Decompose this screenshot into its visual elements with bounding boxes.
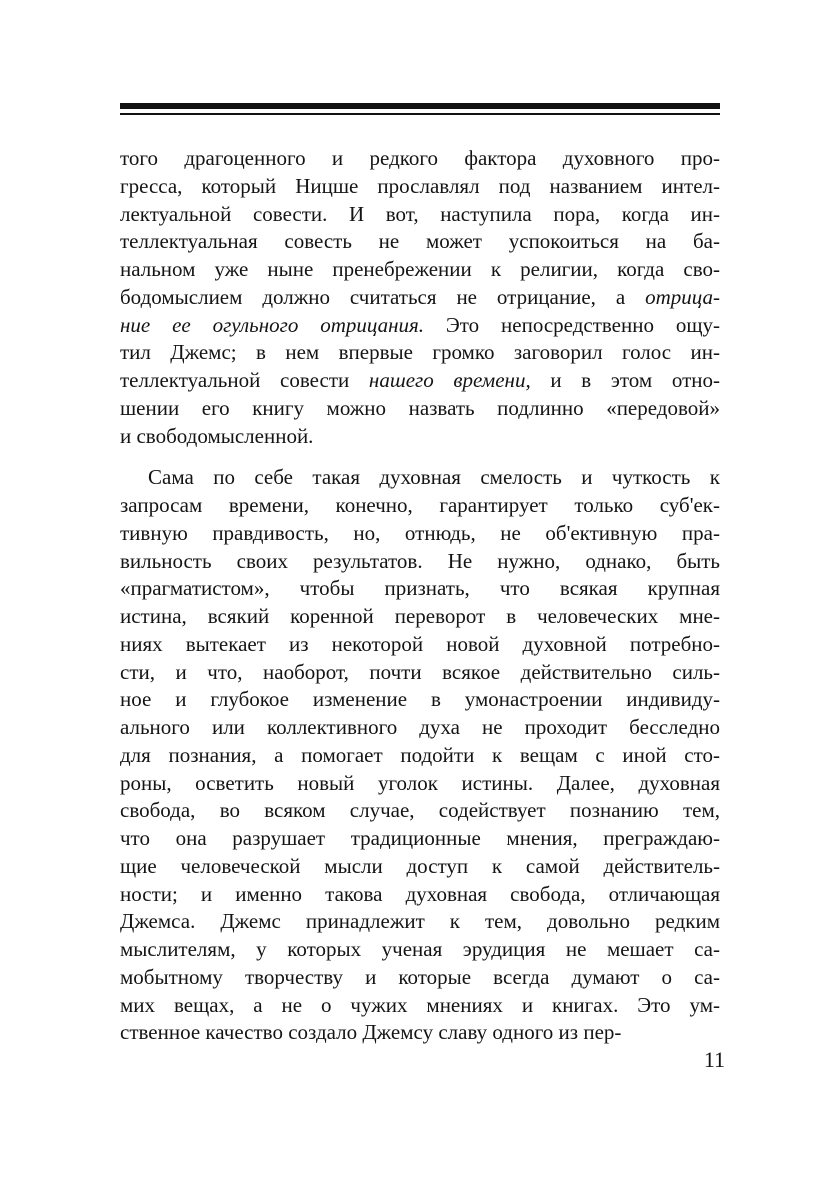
text-line: нальном уже ныне пренебрежении к религии, когда сво- bbox=[120, 257, 720, 281]
text-line: мобытному творчеству и которые всегда думают о са- bbox=[120, 964, 720, 989]
text-line: ное и глубокое изменение в умонастроении индивиду- bbox=[120, 687, 720, 712]
text-line: Джемса. Джемс принадлежит к тем, довольно редким bbox=[120, 909, 720, 934]
text-line: истина, всякий коренной переворот в человеческих мне- bbox=[120, 604, 720, 628]
text-line: шении его книгу можно назвать подлинно «передовой» bbox=[120, 395, 720, 420]
text-line: и свободомысленной. bbox=[120, 423, 314, 448]
text-line: запросам времени, конечно, гарантирует только суб'ек- bbox=[120, 493, 720, 517]
text-line: бодомыслием должно считаться не отрицание, а отрица- bbox=[120, 284, 720, 309]
page-text bbox=[120, 145, 720, 1047]
header-rule-thick bbox=[120, 103, 720, 109]
text-line: того драгоценного и редкого фактора духовного про- bbox=[120, 146, 720, 170]
text-line: щие человеческой мысли доступ к самой действитель- bbox=[120, 853, 720, 878]
text-line: тил Джемс; в нем впервые громко заговорил голос ин- bbox=[120, 340, 720, 365]
text-line: ального или коллективного духа не проходит бесследно bbox=[120, 715, 720, 739]
text-line: тивную правдивость, но, отнюдь, не об'ективную пра- bbox=[120, 520, 720, 545]
header-rule-thin bbox=[120, 113, 720, 115]
text-line: ние ее огульного отрицания. Это непосредственно ощу- bbox=[120, 312, 720, 337]
paragraph bbox=[120, 145, 720, 450]
text-line: для познания, а помогает подойти к вещам с иной сто- bbox=[120, 742, 720, 767]
text-line: мих вещах, а не о чужих мнениях и книгах. Это ум- bbox=[120, 992, 720, 1017]
paragraph bbox=[120, 464, 720, 1047]
text-line: теллектуальная совесть не может успокоиться на ба- bbox=[120, 229, 720, 254]
text-line: ности; и именно такова духовная свобода, отличающая bbox=[120, 881, 720, 906]
text-line: Сама по себе такая духовная смелость и чуткость к bbox=[148, 465, 720, 490]
text-line: мыслителям, у которых ученая эрудиция не мешает са- bbox=[120, 937, 720, 961]
paragraph-gap bbox=[120, 450, 720, 464]
text-line: вильность своих результатов. Не нужно, однако, быть bbox=[120, 548, 720, 573]
text-line: ственное качество создало Джемсу славу одного из пер- bbox=[120, 1020, 622, 1045]
text-line: «прагматистом», чтобы признать, что всякая крупная bbox=[120, 576, 720, 601]
text-line: сти, и что, наоборот, почти всякое действительно силь- bbox=[120, 659, 720, 684]
text-line: свобода, во всяком случае, содействует познанию тем, bbox=[120, 798, 720, 823]
page-number: 11 bbox=[703, 1047, 725, 1072]
text-line: лектуальной совести. И вот, наступила пора, когда ин- bbox=[120, 201, 720, 226]
text-line: гресса, который Ницше прославлял под названием интел- bbox=[120, 173, 720, 198]
text-line: что она разрушает традиционные мнения, преграждаю- bbox=[120, 826, 720, 850]
text-line: теллектуальной совести нашего времени, и в этом отно- bbox=[120, 368, 720, 392]
text-line: роны, осветить новый уголок истины. Далее, духовная bbox=[120, 770, 720, 795]
text-line: ниях вытекает из некоторой новой духовной потребно- bbox=[120, 631, 720, 656]
